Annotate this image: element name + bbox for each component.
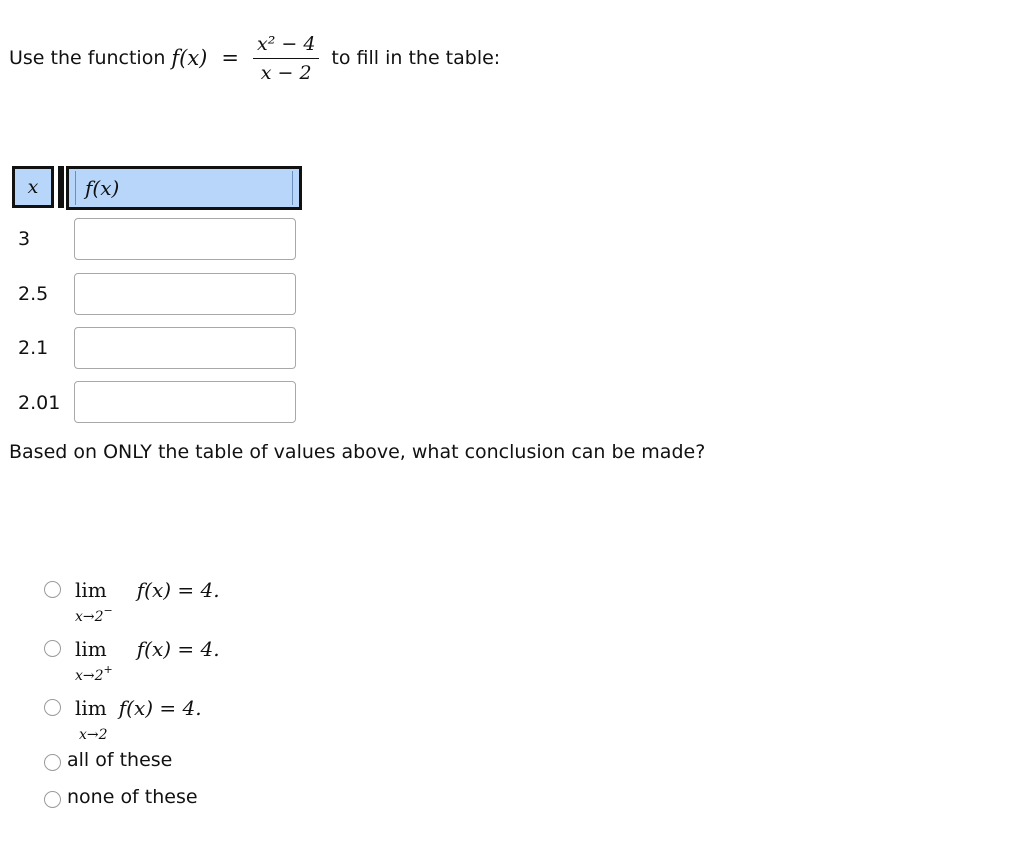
- radio-button[interactable]: [44, 640, 61, 657]
- row-x-value: 2.01: [18, 392, 61, 414]
- lim-word: lim: [75, 696, 107, 720]
- function-fraction: [253, 32, 319, 85]
- option-all-of-these[interactable]: [44, 751, 172, 771]
- radio-button[interactable]: [44, 754, 61, 771]
- answer-input-row-1[interactable]: [74, 218, 296, 260]
- limit-approach: x→2: [75, 668, 104, 684]
- limit-approach: x→2: [79, 727, 108, 743]
- option-right-limit[interactable]: [44, 637, 220, 684]
- prompt-text-after: to fill in the table:: [331, 47, 501, 69]
- lim-word: lim: [75, 637, 107, 661]
- table-header-fx: [66, 166, 302, 210]
- limit-subscript: [79, 722, 108, 743]
- radio-button[interactable]: [44, 791, 61, 808]
- answer-input-row-4[interactable]: [74, 381, 296, 423]
- function-name: f(x): [171, 46, 208, 70]
- prompt-text-before: Use the function: [9, 47, 166, 69]
- limit-notation: [75, 578, 113, 625]
- limit-expression: [137, 578, 220, 602]
- limit-expression-text: f(x) = 4.: [136, 578, 220, 602]
- limit-expression: [119, 696, 202, 720]
- option-left-limit[interactable]: [44, 578, 220, 625]
- header-fx-label: f(x): [85, 176, 120, 200]
- fraction-denominator: x − 2: [260, 61, 312, 84]
- radio-button[interactable]: [44, 581, 61, 598]
- option-label: all of these: [67, 749, 173, 771]
- limit-notation: [75, 696, 108, 743]
- fraction-numerator: x² − 4: [253, 32, 319, 59]
- option-none-of-these[interactable]: [44, 788, 198, 808]
- limit-subscript: [75, 604, 113, 625]
- limit-approach: x→2: [75, 609, 104, 625]
- limit-expression: [137, 637, 220, 661]
- limit-expression-text: f(x) = 4.: [118, 696, 202, 720]
- row-x-value: 2.1: [18, 337, 49, 359]
- row-x-value: 2.5: [18, 283, 49, 305]
- limit-notation: [75, 637, 113, 684]
- limit-side: −: [103, 604, 113, 617]
- answer-input-row-3[interactable]: [74, 327, 296, 369]
- option-two-sided-limit[interactable]: [44, 696, 202, 743]
- table-header-x: [12, 166, 54, 208]
- header-x-label: x: [27, 176, 39, 198]
- radio-button[interactable]: [44, 699, 61, 716]
- option-label: none of these: [67, 786, 198, 808]
- row-x-value: 3: [18, 228, 31, 250]
- question-text: Based on ONLY the table of values above, what conclusion can be made?: [9, 441, 706, 463]
- limit-side: +: [103, 663, 113, 676]
- header-divider: [58, 166, 64, 208]
- equals-sign: =: [221, 46, 239, 70]
- answer-input-row-2[interactable]: [74, 273, 296, 315]
- lim-word: lim: [75, 578, 107, 602]
- function-prompt: [9, 28, 500, 88]
- limit-subscript: [75, 663, 113, 684]
- limit-expression-text: f(x) = 4.: [136, 637, 220, 661]
